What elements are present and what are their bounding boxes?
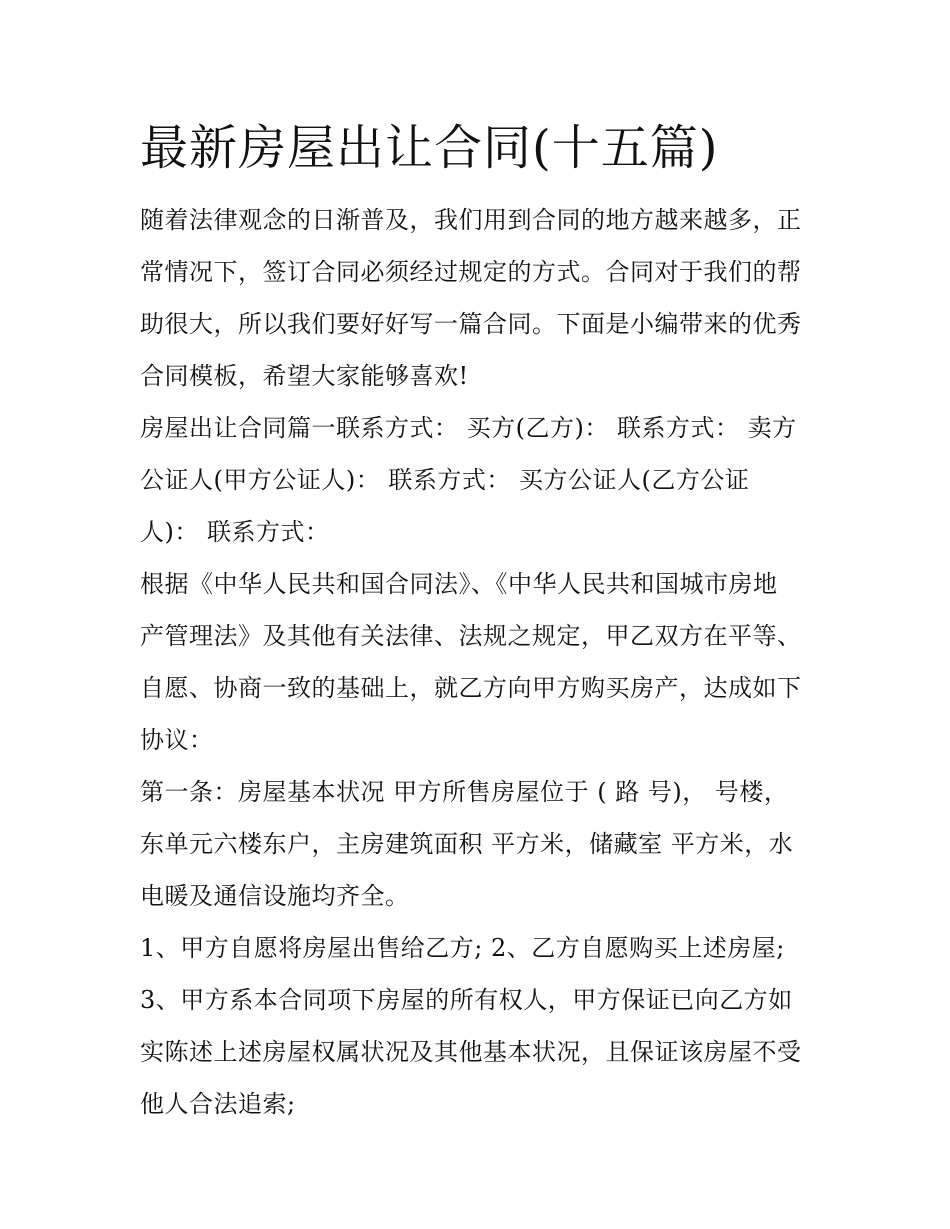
body-line: 房屋出让合同篇一联系方式： 买方(乙方)： 联系方式： 卖方 — [140, 414, 797, 442]
body-line: 人)： 联系方式： — [140, 518, 330, 546]
body-line: 产管理法》及其他有关法律、法规之规定，甲乙双方在平等、 — [140, 622, 802, 650]
body-line: 电暖及通信设施均齐全。 — [140, 882, 410, 910]
document-page — [140, 110, 820, 1130]
body-line: 助很大，所以我们要好好写一篇合同。下面是小编带来的优秀 — [140, 310, 802, 338]
body-line: 公证人(甲方公证人)： 联系方式： 买方公证人(乙方公证 — [140, 466, 750, 494]
body-line: 合同模板，希望大家能够喜欢! — [140, 362, 469, 390]
body-line: 东单元六楼东户，主房建筑面积 平方米，储藏室 平方米，水 — [140, 830, 794, 858]
body-line: 根据《中华人民共和国合同法》、《中华人民共和国城市房地 — [140, 570, 778, 598]
body-line: 第一条：房屋基本状况 甲方所售房屋位于 ( 路 号)， 号楼， — [140, 778, 789, 806]
body-line: 3、甲方系本合同项下房屋的所有权人，甲方保证已向乙方如 — [140, 986, 793, 1014]
body-line: 实陈述上述房屋权属状况及其他基本状况，且保证该房屋不受 — [140, 1038, 802, 1066]
body-line: 自愿、协商一致的基础上，就乙方向甲方购买房产，达成如下 — [140, 674, 802, 702]
body-line: 常情况下，签订合同必须经过规定的方式。合同对于我们的帮 — [140, 258, 802, 286]
body-line: 协议： — [140, 726, 214, 754]
document-body — [140, 194, 820, 1130]
body-line: 随着法律观念的日渐普及，我们用到合同的地方越来越多，正 — [140, 206, 802, 234]
body-line: 他人合法追索; — [140, 1090, 296, 1118]
document-title: 最新房屋出让合同(十五篇) — [140, 120, 719, 176]
body-line: 1、甲方自愿将房屋出售给乙方; 2、乙方自愿购买上述房屋; — [140, 934, 785, 962]
